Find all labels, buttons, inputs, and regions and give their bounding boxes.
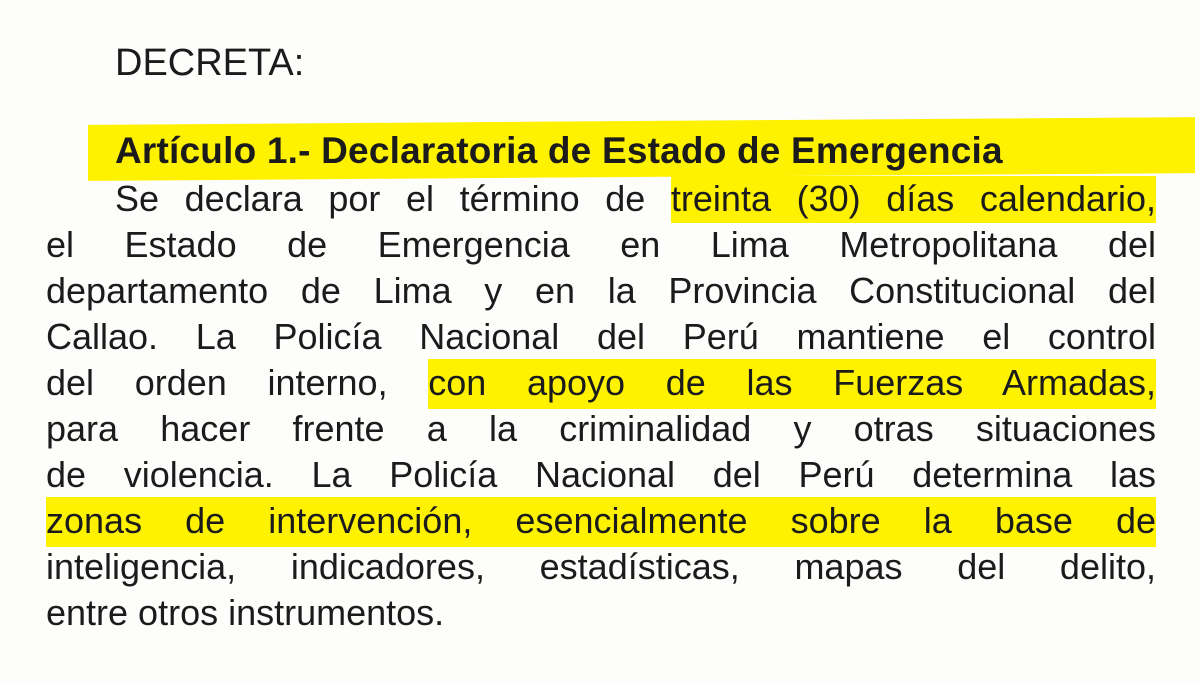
body-line-9-text: inteligencia, indicadores, estadísticas, mapas del delito,: [46, 546, 1156, 587]
body-line-5: [46, 360, 1156, 406]
body-line-3: [46, 268, 1156, 314]
body-line-6: [46, 406, 1156, 452]
body-line-10: [46, 590, 1156, 636]
body-line-4: [46, 314, 1156, 360]
decree-heading: DECRETA:: [115, 42, 305, 84]
body-line-7-text: de violencia. La Policía Nacional del Perú determina las: [46, 454, 1156, 495]
body-line-8: [46, 498, 1156, 544]
body-line-1-text: Se declara por el término de: [115, 178, 671, 219]
body-line-5-text: del orden interno,: [46, 362, 429, 403]
body-line-10-text: entre otros instrumentos.: [46, 592, 445, 633]
body-line-7: [46, 452, 1156, 498]
highlight-armed-forces: con apoyo de las Fuerzas Armadas,: [428, 359, 1156, 409]
body-line-9: [46, 544, 1156, 590]
highlight-intervention-zones: zonas de intervención, esencialmente sobre la base de: [46, 497, 1156, 547]
highlight-duration: treinta (30) días calendario,: [671, 176, 1156, 223]
body-line-6-text: para hacer frente a la criminalidad y otras situaciones: [46, 408, 1156, 449]
body-line-2: [46, 222, 1156, 268]
body-line-2-text: el Estado de Emergencia en Lima Metropolitana del: [46, 224, 1156, 265]
article-title: Artículo 1.- Declaratoria de Estado de Emergencia: [115, 130, 1003, 171]
body-line-4-text: Callao. La Policía Nacional del Perú mantiene el control: [46, 316, 1156, 357]
body-line-3-text: departamento de Lima y en la Provincia Constitucional del: [46, 270, 1156, 311]
body-line-1: [115, 176, 1156, 222]
